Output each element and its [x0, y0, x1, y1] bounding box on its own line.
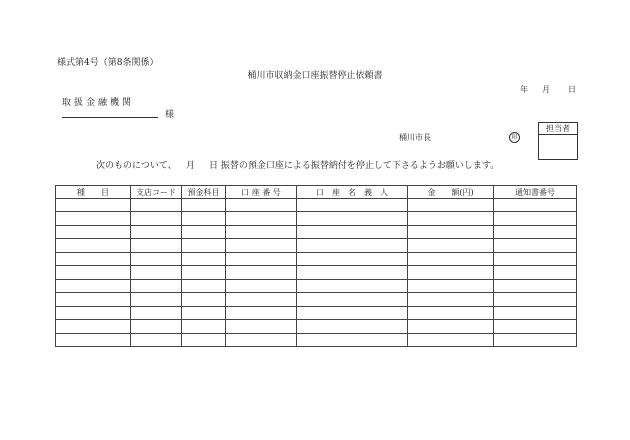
- table-cell[interactable]: [182, 239, 226, 252]
- table-cell[interactable]: [131, 279, 182, 292]
- date-year-label: 年: [520, 85, 528, 94]
- table-row: [56, 239, 577, 252]
- form-number: 様式第4号（第8条関係）: [57, 58, 159, 68]
- table-row: [56, 333, 577, 346]
- table-cell[interactable]: [182, 293, 226, 306]
- table-cell[interactable]: [494, 199, 577, 212]
- table-row: [56, 279, 577, 292]
- table-cell[interactable]: [182, 199, 226, 212]
- table-cell[interactable]: [226, 320, 297, 333]
- table-cell[interactable]: [226, 279, 297, 292]
- table-row: [56, 266, 577, 279]
- table-cell[interactable]: [182, 266, 226, 279]
- request-month-label: 月: [186, 161, 196, 171]
- table-cell[interactable]: [226, 266, 297, 279]
- table-cell[interactable]: [226, 293, 297, 306]
- table-row: [56, 320, 577, 333]
- table-cell[interactable]: [408, 199, 494, 212]
- table-cell[interactable]: [297, 306, 408, 319]
- table-cell[interactable]: [494, 320, 577, 333]
- col-header-account-number: 口 座 番 号: [226, 186, 297, 199]
- table-cell[interactable]: [297, 266, 408, 279]
- transfer-table: [55, 185, 577, 347]
- table-body: [56, 199, 577, 347]
- table-cell[interactable]: [408, 293, 494, 306]
- table-cell[interactable]: [408, 266, 494, 279]
- table-cell[interactable]: [56, 252, 131, 265]
- table-cell[interactable]: [56, 225, 131, 238]
- table-cell[interactable]: [494, 293, 577, 306]
- table-cell[interactable]: [182, 279, 226, 292]
- request-body: 日 振替の預金口座による振替納付を停止して下さるようお願いします。: [209, 161, 500, 171]
- table-cell[interactable]: [494, 225, 577, 238]
- table-cell[interactable]: [297, 333, 408, 346]
- date-month-label: 月: [542, 85, 550, 94]
- staff-box-label: 担当者: [539, 123, 577, 135]
- table-cell[interactable]: [131, 306, 182, 319]
- col-header-deposit-type: 預金科目: [182, 186, 226, 199]
- table-cell[interactable]: [131, 212, 182, 225]
- table-cell[interactable]: [408, 252, 494, 265]
- table-cell[interactable]: [131, 320, 182, 333]
- col-header-branch-code: 支店コード: [131, 186, 182, 199]
- recipient-name-line[interactable]: [62, 117, 158, 118]
- table-cell[interactable]: [226, 252, 297, 265]
- table-cell[interactable]: [226, 306, 297, 319]
- table-cell[interactable]: [297, 279, 408, 292]
- table-cell[interactable]: [408, 212, 494, 225]
- table-cell[interactable]: [131, 266, 182, 279]
- table-cell[interactable]: [182, 212, 226, 225]
- table-cell[interactable]: [226, 239, 297, 252]
- table-cell[interactable]: [56, 306, 131, 319]
- table-row: [56, 199, 577, 212]
- table-cell[interactable]: [56, 293, 131, 306]
- table-cell[interactable]: [494, 279, 577, 292]
- table-cell[interactable]: [131, 293, 182, 306]
- table-cell[interactable]: [408, 225, 494, 238]
- table-cell[interactable]: [182, 320, 226, 333]
- table-cell[interactable]: [408, 320, 494, 333]
- table-cell[interactable]: [297, 212, 408, 225]
- table-row: [56, 225, 577, 238]
- table-cell[interactable]: [182, 252, 226, 265]
- table-cell[interactable]: [297, 225, 408, 238]
- table-cell[interactable]: [56, 333, 131, 346]
- table-cell[interactable]: [408, 306, 494, 319]
- table-cell[interactable]: [494, 252, 577, 265]
- table-cell[interactable]: [408, 333, 494, 346]
- table-cell[interactable]: [494, 212, 577, 225]
- table-cell[interactable]: [56, 199, 131, 212]
- date-day-label: 日: [568, 85, 576, 94]
- table-cell[interactable]: [56, 212, 131, 225]
- table-row: [56, 212, 577, 225]
- table-cell[interactable]: [182, 225, 226, 238]
- staff-box[interactable]: [538, 122, 578, 160]
- request-intro: 次のものについて、: [96, 161, 177, 171]
- table-cell[interactable]: [408, 239, 494, 252]
- table-cell[interactable]: [131, 199, 182, 212]
- table-header-row: [56, 186, 577, 199]
- table-cell[interactable]: [494, 333, 577, 346]
- table-cell[interactable]: [408, 279, 494, 292]
- table-cell[interactable]: [297, 252, 408, 265]
- table-cell[interactable]: [297, 293, 408, 306]
- table-cell[interactable]: [226, 225, 297, 238]
- col-header-account-holder: 口 座 名 義 人: [297, 186, 408, 199]
- table-cell[interactable]: [494, 306, 577, 319]
- table-row: [56, 252, 577, 265]
- col-header-item: 種 目: [56, 186, 131, 199]
- document-title: 桶川市収納金口座振替停止依頼書: [247, 71, 383, 81]
- col-header-notice-number: 通知書番号: [494, 186, 577, 199]
- col-header-amount: 金 額(円): [408, 186, 494, 199]
- table-cell[interactable]: [56, 239, 131, 252]
- table-cell[interactable]: [226, 333, 297, 346]
- recipient-suffix: 様: [165, 110, 175, 120]
- table-cell[interactable]: [226, 212, 297, 225]
- table-cell[interactable]: [131, 239, 182, 252]
- recipient-label: 取扱金融機関: [62, 98, 135, 108]
- table-cell[interactable]: [56, 266, 131, 279]
- mayor-label: 桶川市長: [399, 133, 431, 142]
- table-cell[interactable]: [131, 225, 182, 238]
- table-cell[interactable]: [56, 279, 131, 292]
- table-cell[interactable]: [297, 320, 408, 333]
- table-cell[interactable]: [297, 239, 408, 252]
- table-cell[interactable]: [182, 306, 226, 319]
- table-cell[interactable]: [494, 266, 577, 279]
- table-row: [56, 306, 577, 319]
- seal-mark-icon: 印: [509, 132, 520, 143]
- table-cell[interactable]: [131, 333, 182, 346]
- table-cell[interactable]: [297, 199, 408, 212]
- table-cell[interactable]: [226, 199, 297, 212]
- table-row: [56, 293, 577, 306]
- table-cell[interactable]: [131, 252, 182, 265]
- table-cell[interactable]: [182, 333, 226, 346]
- table-cell[interactable]: [56, 320, 131, 333]
- table-cell[interactable]: [494, 239, 577, 252]
